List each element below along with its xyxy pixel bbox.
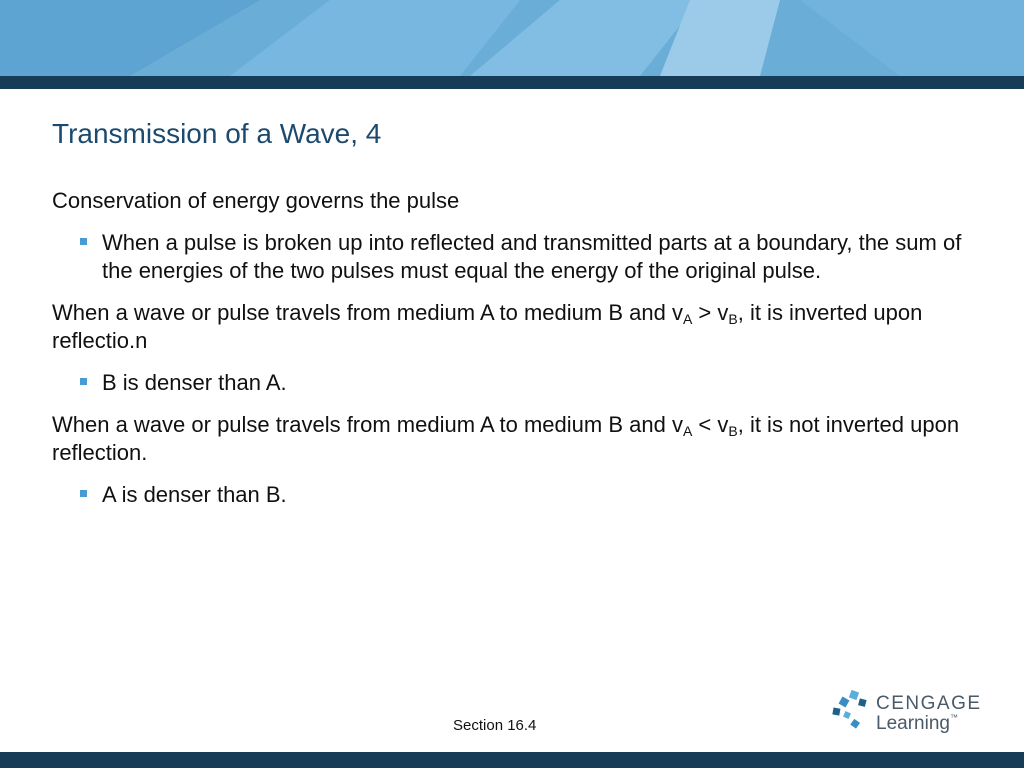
cengage-mark-icon <box>832 690 872 734</box>
text-run: When a wave or pulse travels from medium A to medium B and v <box>52 412 683 437</box>
bullet-energy-split <box>52 229 972 285</box>
logo-wordmark-cengage: CENGAGE <box>876 693 982 714</box>
logo-wordmark-learning <box>876 713 958 735</box>
slide-title: Transmission of a Wave, 4 <box>52 118 382 149</box>
header-rule <box>0 76 1024 89</box>
subscript: B <box>728 311 738 327</box>
header-facet <box>800 0 1024 76</box>
slide-body <box>52 187 972 523</box>
paragraph-conservation: Conservation of energy governs the pulse <box>52 188 460 213</box>
text-run: , it is not inverted upon reflection. <box>52 412 960 465</box>
bullet-a-denser <box>52 481 972 509</box>
logo-learning-text: Learning <box>876 713 950 734</box>
bullet-text: When a pulse is broken up into reflected and transmitted parts at a boundary, the sum of the energies of the two pulses must equal the energy of the original pulse. <box>102 230 962 283</box>
bullet-marker <box>80 238 87 245</box>
header-facet <box>230 0 520 76</box>
trademark-symbol: ™ <box>949 713 958 722</box>
subscript: A <box>682 311 693 327</box>
subscript: B <box>728 423 738 439</box>
cengage-logo <box>832 690 982 740</box>
text-run: , it is inverted upon reflectio.n <box>52 300 923 353</box>
bullet-text: A is denser than B. <box>102 482 287 507</box>
bullet-b-denser <box>52 369 972 397</box>
text-run: < v <box>692 412 729 437</box>
text-run: > v <box>692 300 729 325</box>
bullet-text: B is denser than A. <box>102 370 287 395</box>
paragraph-inverted <box>52 299 972 355</box>
text-run: When a wave or pulse travels from medium A to medium B and v <box>52 300 683 325</box>
header-band <box>0 0 1024 76</box>
bullet-marker <box>80 378 87 385</box>
subscript: A <box>682 423 693 439</box>
footer-rule <box>0 752 1024 768</box>
header-pattern <box>0 0 1024 76</box>
section-label: Section 16.4 <box>453 717 537 734</box>
bullet-marker <box>80 490 87 497</box>
paragraph-not-inverted <box>52 411 972 467</box>
header-facet <box>0 0 260 76</box>
